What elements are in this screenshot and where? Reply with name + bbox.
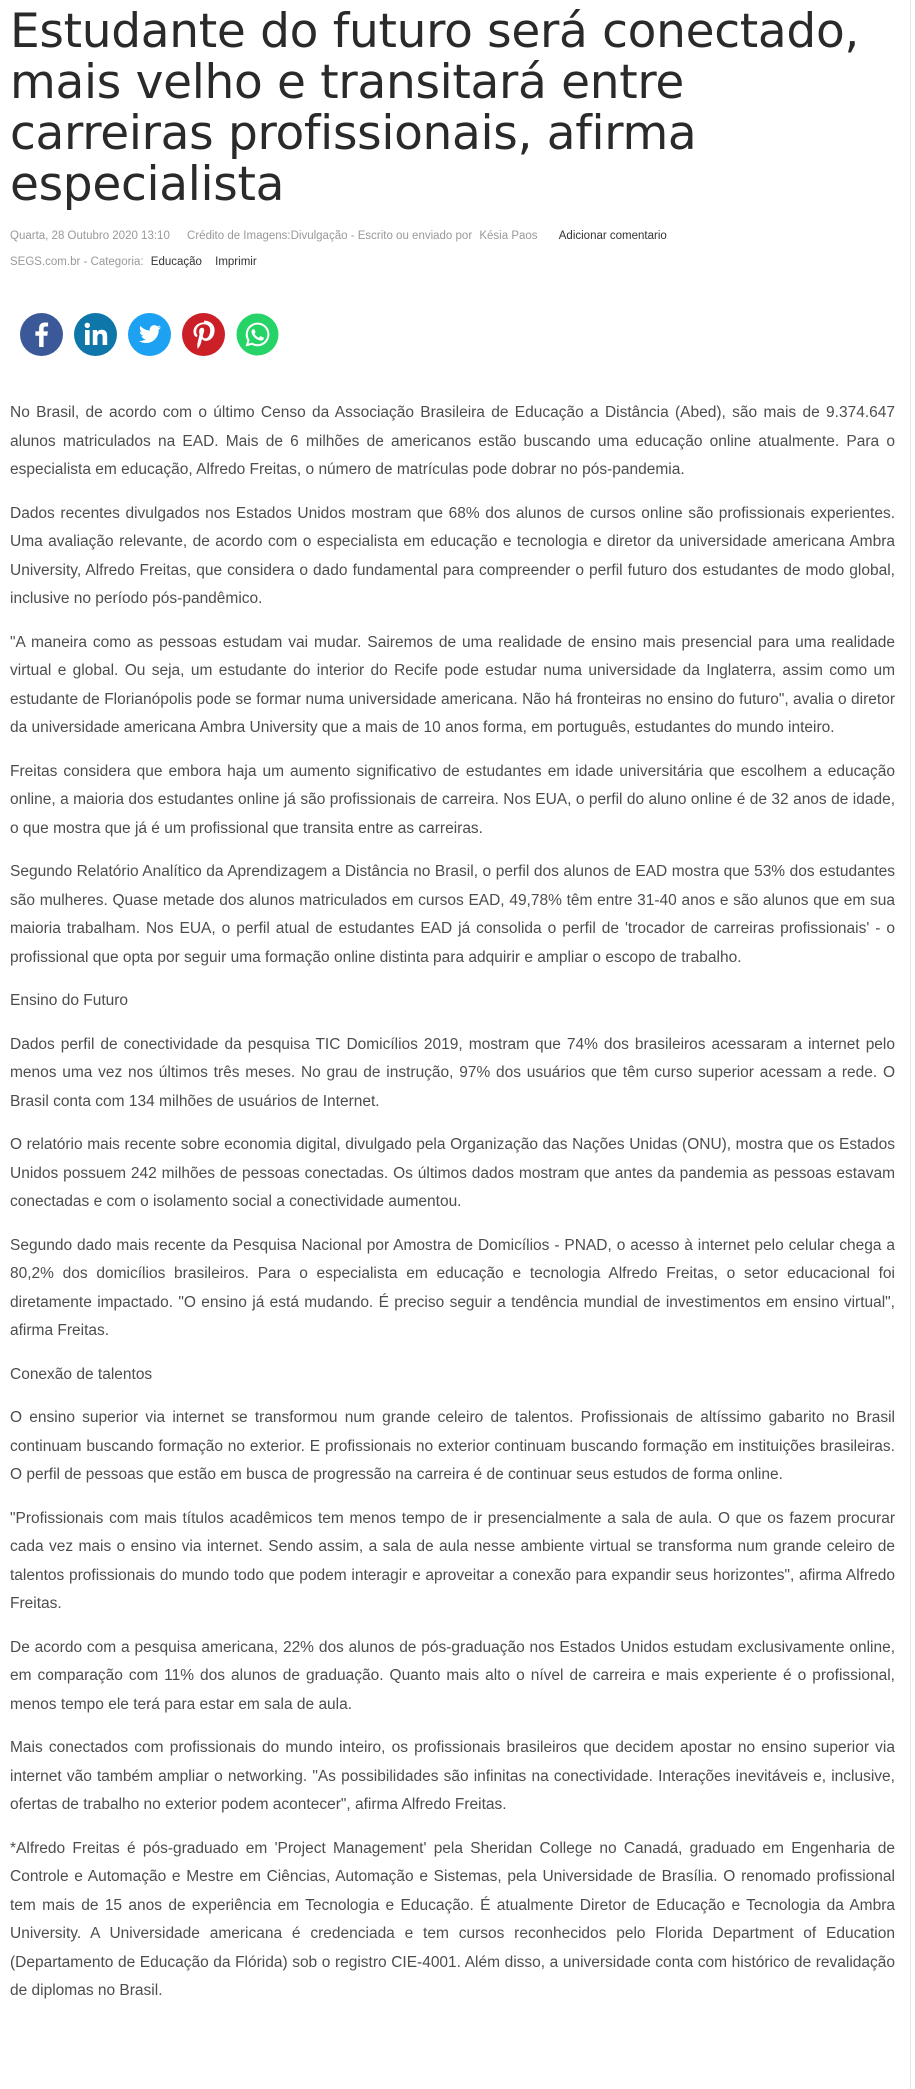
section-heading-ensino-do-futuro: Ensino do Futuro — [10, 992, 129, 1009]
article-paragraph: "A maneira como as pessoas estudam vai mudar. Sairemos de uma realidade de ensino mais presencial para uma realidade virtual e global. Ou seja, um estudante do interior do Recife pode estudar numa universidade da Inglaterra, assim como um estudante de Florianópolis pode se formar numa universidade americana. Não há fronteiras no ensino do futuro", avalia o diretor da universidade americana Ambra University que a mais de 10 anos forma, em português, estudantes do mundo inteiro. — [10, 633, 895, 736]
article-date: Quarta, 28 Outubro 2020 13:10 — [10, 230, 170, 242]
article-title: Estudante do futuro será conectado, mais velho e transitará entre carreiras profissionais, afirma especialista — [10, 4, 860, 212]
article-body — [10, 399, 895, 2006]
article-meta — [10, 223, 895, 275]
article-paragraph: O relatório mais recente sobre economia digital, divulgado pela Organização das Nações Unidas (ONU), mostra que os Estados Unidos possuem 242 milhões de pessoas conectadas. Os últimos dados mostram que antes da pandemia as pessoas estavam conectadas e com o isolamento social a conectividade aumentou. — [10, 1136, 895, 1210]
image-credit: Crédito de Imagens:Divulgação - Escrito ou enviado por — [187, 230, 473, 242]
meta-line-2 — [10, 249, 895, 275]
add-comment-link[interactable]: Adicionar comentario — [558, 230, 667, 242]
print-link[interactable]: Imprimir — [215, 256, 257, 268]
article-paragraph: Dados perfil de conectividade da pesquisa TIC Domicílios 2019, mostram que 74% dos brasileiros acessaram a internet pelo menos uma vez nos últimos três meses. No grau de instrução, 97% dos usuários que têm curso superior acessam a rede. O Brasil conta com 134 milhões de usuários de Internet. — [10, 1035, 895, 1110]
whatsapp-icon[interactable] — [236, 313, 279, 356]
article-paragraph: Dados recentes divulgados nos Estados Unidos mostram que 68% dos alunos de cursos online são profissionais experientes. Uma avaliação relevante, de acordo com o especialista em educação e tecnologia e diretor da universidade americana Ambra University, Alfredo Freitas, que considera o dado fundamental para compreender o perfil futuro dos estudantes de modo global, inclusive no período pós-pandêmico. — [10, 504, 895, 607]
author-name: Késia Paos — [479, 230, 538, 242]
category-link[interactable]: Educação — [150, 256, 202, 268]
facebook-icon[interactable] — [20, 313, 63, 356]
article-paragraph: Segundo dado mais recente da Pesquisa Nacional por Amostra de Domicílios - PNAD, o acesso à internet pelo celular chega a 80,2% dos domicílios brasileiros. Para o especialista em educação e tecnologia Alfredo Freitas, o setor educacional foi diretamente impactado. "O ensino já está mudando. É preciso seguir a tendência mundial de investimentos em ensino virtual", afirma Freitas. — [10, 1236, 895, 1339]
article-paragraph: De acordo com a pesquisa americana, 22% dos alunos de pós-graduação nos Estados Unidos estudam exclusivamente online, em comparação com 11% dos alunos de graduação. Quanto mais alto o nível de carreira e mais experiente é o profissional, menos tempo ele terá para estar em sala de aula. — [10, 1638, 895, 1713]
page-right-border — [910, 0, 911, 2089]
linkedin-icon[interactable] — [74, 313, 117, 356]
article — [10, 6, 895, 2021]
pinterest-icon[interactable] — [182, 313, 225, 356]
article-paragraph: No Brasil, de acordo com o último Censo da Associação Brasileira de Educação a Distância (Abed), são mais de 9.374.647 alunos matriculados na EAD. Mais de 6 milhões de americanos estão buscando uma educação online atualmente. Para o especialista em educação, Alfredo Freitas, o número de matrículas pode dobrar no pós-pandemia. — [10, 404, 895, 478]
article-paragraph: Segundo Relatório Analítico da Aprendizagem a Distância no Brasil, o perfil dos alunos de EAD mostra que 53% dos estudantes são mulheres. Quase metade dos alunos matriculados em cursos EAD, 49,78% têm entre 31-40 anos e são alunos que em sua maioria trabalham. Nos EUA, o perfil atual de estudantes EAD já consolida o perfil de 'trocador de carreiras profissionais' - o profissional que opta por seguir uma formação online distinta para adquirir e ampliar o escopo de trabalho. — [10, 863, 895, 966]
article-paragraph: Freitas considera que embora haja um aumento significativo de estudantes em idade universitária que escolhem a educação online, a maioria dos estudantes online já são profissionais de carreira. Nos EUA, o perfil do aluno online é de 32 anos de idade, o que mostra que já é um profissional que transita entre as carreiras. — [10, 762, 895, 837]
article-paragraph: Mais conectados com profissionais do mundo inteiro, os profissionais brasileiros que decidem apostar no ensino superior via internet vão também ampliar o networking. "As possibilidades são infinitas na conectividade. Interações inevitáveis e, inclusive, ofertas de trabalho no exterior podem acontecer", afirma Alfredo Freitas. — [10, 1739, 895, 1813]
author-bio-paragraph: *Alfredo Freitas é pós-graduado em 'Project Management' pela Sheridan College no Canadá, graduado em Engenharia de Controle e Automação e Mestre em Ciências, Automação e Sistemas, pela Universidade de Brasília. O renomado profissional tem mais de 15 anos de experiência em Tecnologia e Educação. É atualmente Diretor de Educação e Tecnologia da Ambra University. A Universidade americana é credenciada e tem cursos reconhecidos pelo Florida Department of Education (Departamento de Educação da Flórida) sob o registro CIE-4001. Além disso, a universidade conta com histórico de revalidação de diplomas no Brasil. — [10, 1839, 895, 1999]
article-paragraph: "Profissionais com mais títulos acadêmicos tem menos tempo de ir presencialmente a sala de aula. O que os fazem procurar cada vez mais o ensino via internet. Sendo assim, a sala de aula nesse ambiente virtual se transforma num grande celeiro de talentos profissionais do mundo todo que podem interagir e aproveitar a conexão para expandir seus horizontes", afirma Alfredo Freitas. — [10, 1509, 895, 1612]
social-share-bar — [10, 313, 895, 359]
twitter-icon[interactable] — [128, 313, 171, 356]
meta-line-1 — [10, 223, 895, 249]
article-paragraph: O ensino superior via internet se transformou num grande celeiro de talentos. Profissionais de altíssimo gabarito no Brasil continuam buscando formação no exterior. E profissionais no exterior continuam buscando formação em instituições brasileiras. O perfil de pessoas que estão em busca de progressão na carreira é de continuar seus estudos de forma online. — [10, 1409, 895, 1483]
site-category-label: SEGS.com.br - Categoria: — [10, 256, 144, 268]
section-heading-conexao-de-talentos: Conexão de talentos — [10, 1365, 153, 1383]
